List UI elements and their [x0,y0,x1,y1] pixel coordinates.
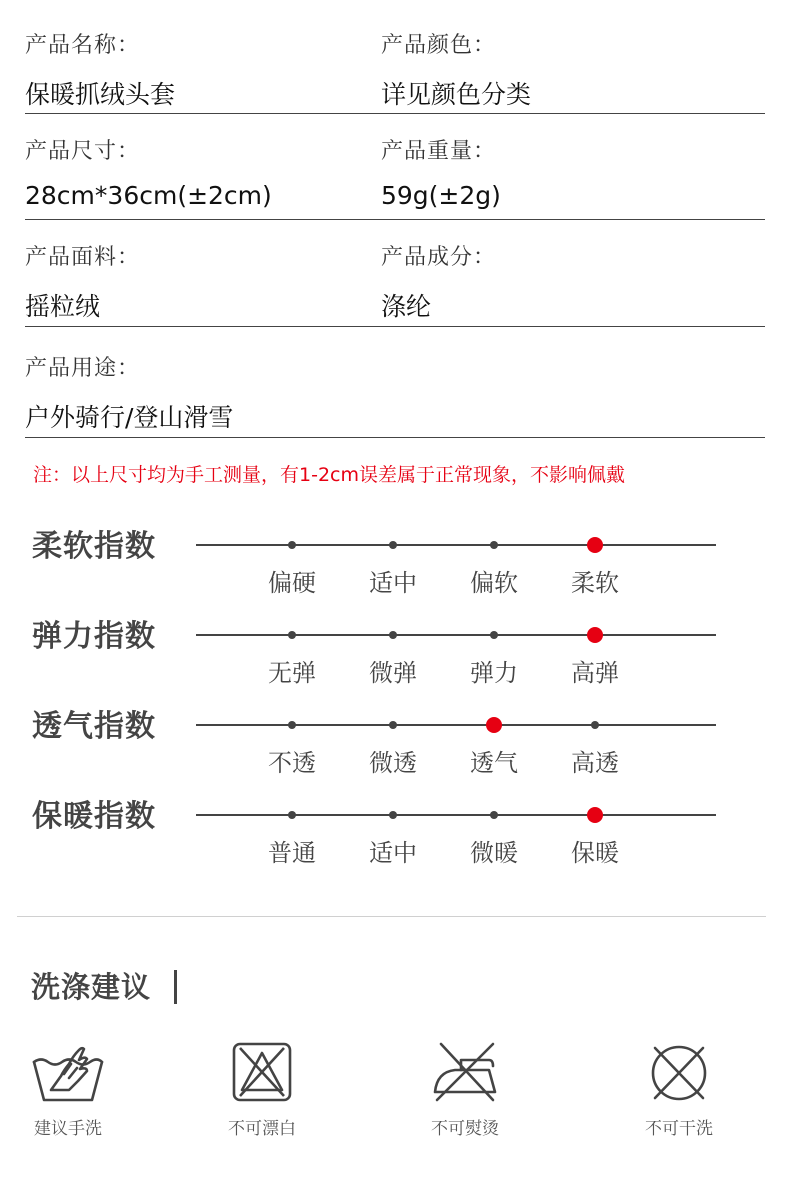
index-level-dot [389,541,397,549]
index-level-dot [591,721,599,729]
index-level-label: 微弹 [369,659,417,687]
index-title: 保暖指数 [32,799,156,834]
care-label: 不可熨烫 [431,1119,499,1139]
spec-row-size-weight [25,134,765,220]
index-scale-line [196,814,716,816]
index-level-dot [288,631,296,639]
spec-label: 产品重量： [381,139,497,164]
care-no-bleach [202,1040,322,1139]
care-label: 建议手洗 [34,1119,102,1139]
spec-value: 涤纶 [381,292,432,321]
index-level-dot [490,541,498,549]
index-level-label: 微透 [369,749,417,777]
index-level-dot [389,631,397,639]
index-scale-line [196,724,716,726]
spec-label: 产品成分： [381,245,497,270]
index-title: 透气指数 [32,709,156,744]
index-level-label: 透气 [470,749,518,777]
no-bleach-icon [230,1040,294,1104]
spec-cell-name [25,28,175,111]
spec-label: 产品颜色： [381,33,497,58]
index-level-label: 柔软 [571,569,619,597]
index-level-label: 弹力 [470,659,518,687]
spec-label: 产品面料： [25,245,141,270]
spec-label: 产品尺寸： [25,139,141,164]
index-level-dot [486,717,502,733]
index-level-label: 普通 [268,839,316,867]
spec-cell-usage [25,351,233,434]
spec-cell-fabric [25,240,140,323]
spec-cell-size [25,134,272,210]
spec-row-fabric-composition [25,240,765,327]
index-level-dot [490,811,498,819]
index-level-dot [288,541,296,549]
spec-cell-weight [381,134,501,210]
care-label: 不可干洗 [645,1119,713,1139]
index-level-label: 保暖 [571,839,619,867]
measurement-note: 注：以上尺寸均为手工测量，有1-2cm误差属于正常现象，不影响佩戴 [33,464,625,486]
care-no-iron [405,1040,525,1139]
spec-cell-composition [381,240,496,323]
spec-row-name-color [25,28,765,114]
no-dry-clean-icon [647,1040,711,1104]
elasticity-index [0,613,790,703]
section-divider [17,916,766,917]
warmth-index [0,793,790,883]
index-level-label: 适中 [369,839,417,867]
index-level-label: 不透 [268,749,316,777]
index-scale-line [196,634,716,636]
spec-value: 保暖抓绒头套 [25,80,176,109]
spec-value: 详见颜色分类 [381,80,532,109]
index-level-label: 高透 [571,749,619,777]
care-hand-wash [8,1040,128,1139]
index-level-dot [587,537,603,553]
index-level-dot [587,807,603,823]
softness-index [0,523,790,613]
index-level-label: 微暖 [470,839,518,867]
index-level-label: 适中 [369,569,417,597]
index-scale-line [196,544,716,546]
index-level-label: 偏硬 [268,569,316,597]
spec-row-usage [25,351,765,438]
index-level-label: 偏软 [470,569,518,597]
index-level-label: 无弹 [268,659,316,687]
no-iron-icon [429,1040,501,1104]
index-level-dot [389,721,397,729]
index-level-dot [288,721,296,729]
spec-label: 产品名称： [25,33,141,58]
index-level-dot [587,627,603,643]
breathability-index [0,703,790,793]
spec-cell-color [381,28,531,111]
index-title: 弹力指数 [32,619,156,654]
index-title: 柔软指数 [32,529,156,564]
index-level-dot [490,631,498,639]
washing-title: 洗涤建议 [31,970,152,1004]
spec-value: 户外骑行/登山滑雪 [25,403,234,432]
index-level-dot [288,811,296,819]
spec-label: 产品用途： [25,356,141,381]
spec-value: 59g(±2g) [381,181,501,210]
index-level-label: 高弹 [571,659,619,687]
index-level-dot [389,811,397,819]
spec-value: 28cm*36cm(±2cm) [25,181,272,210]
care-no-dry-clean [619,1040,739,1139]
spec-value: 摇粒绒 [25,292,101,321]
title-bar-divider [174,970,177,1004]
care-label: 不可漂白 [228,1119,296,1139]
hand-wash-icon [31,1040,105,1104]
